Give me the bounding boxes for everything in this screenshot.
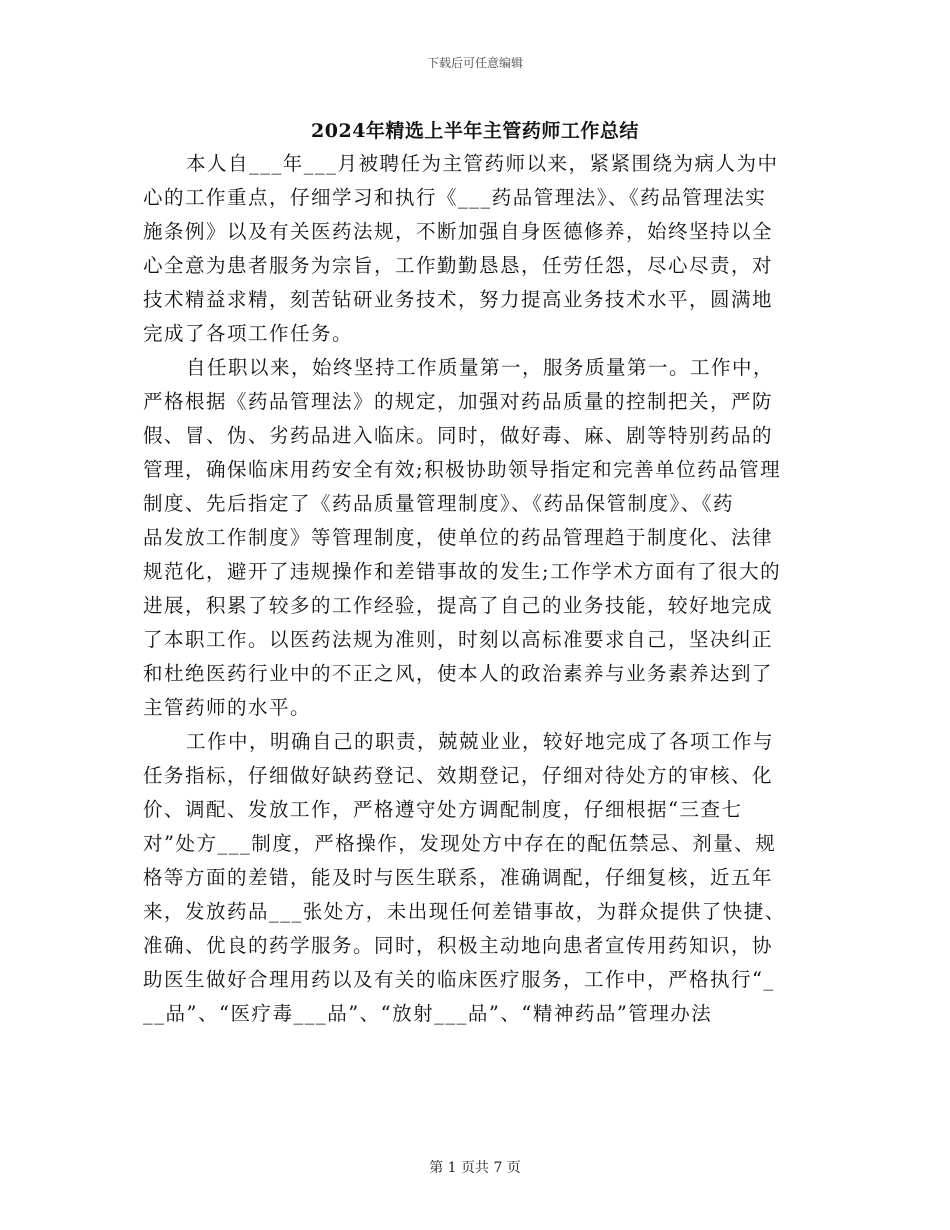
body-line: 假、冒、伪、劣药品进入临床。同时，做好毒、麻、剧等特别药品的 xyxy=(143,424,774,447)
body-line: 心的工作重点，仔细学习和执行《___药品管理法》、《药品管理法实 xyxy=(143,186,767,209)
body-line: __品”、“医疗毒___品”、“放射___品”、“精神药品”管理办法 xyxy=(143,1002,713,1025)
body-line: 了本职工作。以医药法规为准则，时刻以高标准要求自己，坚决纠正 xyxy=(143,628,774,651)
body-line: 技术精益求精，刻苦钻研业务技术，努力提高业务技术水平，圆满地 xyxy=(143,288,774,311)
body-line: 品发放工作制度》等管理制度，使单位的药品管理趋于制度化、法律 xyxy=(143,526,774,549)
body-line: 完成了各项工作任务。 xyxy=(143,322,354,345)
page-footer: 第 1 页共 7 页 xyxy=(429,1160,521,1176)
body-line: 制度、先后指定了《药品质量管理制度》、《药品保管制度》、《药 xyxy=(143,492,735,515)
body-line: 价、调配、发放工作，严格遵守处方调配制度，仔细根据“三查七 xyxy=(143,798,743,821)
body-line: 任务指标，仔细做好缺药登记、效期登记，仔细对待处方的审核、化 xyxy=(143,764,774,787)
body-line: 施条例》以及有关医药法规，不断加强自身医德修养，始终坚持以全 xyxy=(143,220,774,243)
body-line: 心全意为患者服务为宗旨，工作勤勤恳恳，任劳任怨，尽心尽责，对 xyxy=(143,254,774,277)
body-line: 严格根据《药品管理法》的规定，加强对药品质量的控制把关，严防 xyxy=(143,390,774,413)
page-header: 下载后可任意编辑 xyxy=(426,56,523,70)
body-line: 来，发放药品___张处方，未出现任何差错事故，为群众提供了快捷、 xyxy=(143,900,786,923)
document-title: 2024年精选上半年主管药师工作总结 xyxy=(311,120,639,142)
body-line: 管理，确保临床用药安全有效;积极协助领导指定和完善单位药品管理 xyxy=(143,458,782,481)
body-line: 规范化，避开了违规操作和差错事故的发生;工作学术方面有了很大的 xyxy=(143,560,782,583)
body-line: 准确、优良的药学服务。同时，积极主动地向患者宣传用药知识，协 xyxy=(143,934,774,957)
body-line: 主管药师的水平。 xyxy=(143,696,312,719)
body-line: 自任职以来，始终坚持工作质量第一，服务质量第一。工作中， xyxy=(186,356,775,379)
body-line: 格等方面的差错，能及时与医生联系，准确调配，仔细复核，近五年 xyxy=(143,866,774,889)
body-line: 工作中，明确自己的职责，兢兢业业，较好地完成了各项工作与 xyxy=(186,730,775,753)
body-line: 本人自___年___月被聘任为主管药师以来，紧紧围绕为病人为中 xyxy=(186,152,779,175)
body-line: 对”处方___制度，严格操作，发现处方中存在的配伍禁忌、剂量、规 xyxy=(143,832,777,855)
body-line: 助医生做好合理用药以及有关的临床医疗服务，工作中，严格执行“_ xyxy=(143,968,775,991)
body-line: 进展，积累了较多的工作经验，提高了自己的业务技能，较好地完成 xyxy=(143,594,774,617)
body-line: 和杜绝医药行业中的不正之风，使本人的政治素养与业务素养达到了 xyxy=(143,662,774,685)
